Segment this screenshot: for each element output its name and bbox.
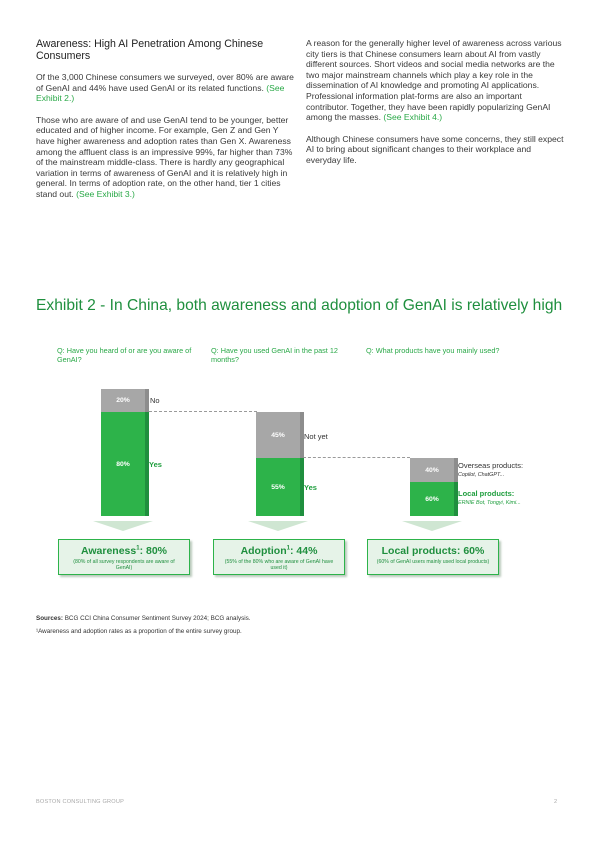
bar-2-bottom-label: Yes — [304, 483, 317, 492]
summary-value-awareness: : 80% — [139, 545, 168, 557]
summary-sub-adoption: (55% of the 80% who are aware of GenAI have used it) — [224, 559, 334, 571]
paragraph-1 — [36, 72, 294, 104]
bar-3-top-sublabel: Copilot, ChatGPT... — [458, 472, 505, 478]
left-column — [36, 38, 294, 211]
bar-3-bottom-label: Local products: — [458, 489, 515, 498]
paragraph-3 — [306, 38, 564, 123]
summary-box-awareness — [58, 539, 190, 575]
page-number: 2 — [554, 799, 558, 805]
paragraph-4 — [306, 134, 564, 166]
bar-3-bottom-segment — [410, 482, 454, 516]
sources-line — [36, 615, 251, 622]
exhibit-2-link[interactable]: (See Exhibit 2.) — [36, 82, 285, 104]
sources-text: BCG CCI China Consumer Sentiment Survey 2024; BCG analysis. — [64, 615, 251, 622]
paragraph-2-text: Those who are aware of and use GenAI tend to be younger, better educated and of higher income. For example, Gen Z and Gen Y have higher awareness and adoption rates than Gen X. Awareness among the affluent class is an impressive 99%, far higher than 73% of the mainstream middle-class. There is hardly any geographical variation in terms of awareness of GenAI and it is relatively high in general. In terms of adoption rate, on the other hand, tier 1 cities stand out. — [36, 114, 293, 199]
summary-title-adoption-text: Adoption — [240, 545, 287, 557]
arrow-down-1 — [93, 521, 153, 531]
arrow-down-2 — [248, 521, 308, 531]
bar-3-bottom-value: 60% — [425, 495, 439, 503]
summary-title-awareness — [59, 545, 189, 557]
bar-2-bottom-segment — [256, 458, 300, 516]
summary-title-adoption — [214, 545, 344, 557]
bar-3-top-value: 40% — [425, 466, 439, 474]
arrow-down-3 — [402, 521, 462, 531]
bar-3-bottom-edge — [454, 482, 458, 516]
summary-box-adoption — [213, 539, 345, 575]
bar-3-top-label: Overseas products: — [458, 461, 524, 470]
paragraph-2 — [36, 115, 294, 200]
exhibit-3-link[interactable]: (See Exhibit 3.) — [76, 188, 135, 199]
bar-2-top-value: 45% — [271, 431, 285, 439]
bar-1-bottom-value: 80% — [116, 460, 130, 468]
question-products: Q: What products have you mainly used? — [366, 346, 500, 355]
bar-1-bottom-segment — [101, 412, 145, 516]
bar-2-top-segment — [256, 412, 300, 458]
footnote-marker: 1 — [286, 545, 290, 552]
paragraph-1-text: Of the 3,000 Chinese consumers we surveyed, over 80% are aware of GenAI and 44% have used GenAI or its related functions. — [36, 72, 294, 93]
bar-2-top-label: Not yet — [304, 432, 328, 441]
bar-3-top-segment — [410, 458, 454, 482]
summary-title-local-products: Local products: 60% — [381, 545, 485, 557]
exhibit-4-link[interactable]: (See Exhibit 4.) — [383, 112, 443, 123]
summary-box-local-products — [367, 539, 499, 575]
bar-3-bottom-sublabel: ERNIE Bot, Tongyi, Kimi... — [458, 500, 521, 506]
bar-1-bottom-label: Yes — [149, 460, 162, 469]
summary-value-adoption: : 44% — [289, 545, 318, 557]
footnote-marker: 1 — [136, 545, 140, 552]
paragraph-3-text: A reason for the generally higher level of awareness across various city tiers is that Chinese consumers learn about AI from vastly different sources. Short videos and social media networks are the two major mainstream channels which play a key role in the dissemination of AI knowledge and promoting AI applications. Professional information plat-forms are also an important contributor. Together, they have been rapidly popularizing GenAI among the masses. — [306, 38, 562, 123]
bar-1-top-segment — [101, 389, 145, 412]
sources-label: Sources: — [36, 615, 63, 622]
bar-2-bottom-value: 55% — [271, 483, 285, 491]
paragraph-4-text: Although Chinese consumers have some concerns, they still expect AI to bring about significant changes to their workplace and everyday life. — [306, 133, 564, 165]
section-heading: Awareness: High AI Penetration Among Chinese Consumers — [36, 38, 264, 62]
footnote: ¹Awareness and adoption rates as a proportion of the entire survey group. — [36, 628, 242, 635]
bar-1-top-edge — [145, 389, 149, 412]
connector-line-1 — [149, 411, 257, 412]
question-adoption: Q: Have you used GenAI in the past 12 months? — [211, 346, 338, 364]
exhibit-title: Exhibit 2 - In China, both awareness and adoption of GenAI is relatively high — [36, 297, 563, 314]
summary-sub-local-products: (60% of GenAI users mainly used local products) — [376, 559, 490, 565]
right-column — [306, 38, 564, 177]
footer-company: BOSTON CONSULTING GROUP — [36, 799, 124, 805]
bar-1-top-label: No — [150, 396, 160, 405]
connector-line-2 — [303, 457, 410, 458]
summary-sub-awareness: (80% of all survey respondents are aware of GenAI) — [73, 559, 175, 571]
bar-1-top-value: 20% — [116, 397, 130, 404]
question-awareness: Q: Have you heard of or are you aware of GenAI? — [57, 346, 192, 364]
summary-title-awareness-text: Awareness — [80, 545, 137, 557]
